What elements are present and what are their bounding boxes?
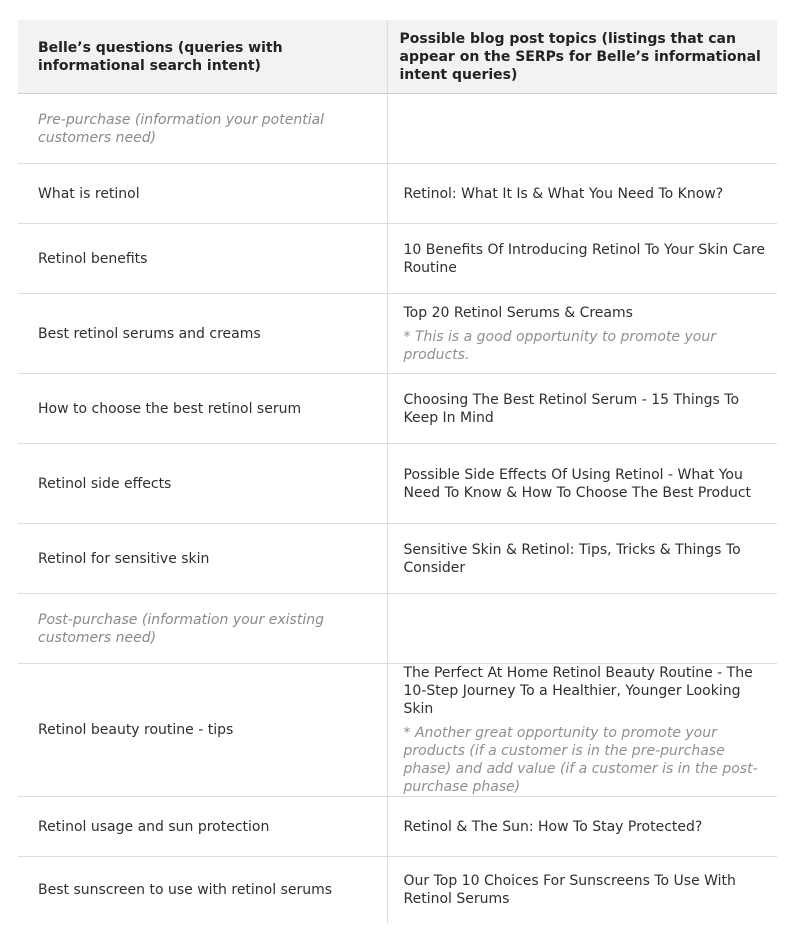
topic-cell [387, 857, 777, 924]
blog-topic-title: 10 Benefits Of Introducing Retinol To Your Skin Care Routine [403, 241, 765, 276]
table-row [18, 164, 777, 224]
table-row [18, 857, 777, 924]
blog-topic-title: Top 20 Retinol Serums & Creams [403, 304, 633, 321]
blog-topic-title: Possible Side Effects Of Using Retinol - What You Need To Know & How To Choose The Best Product [403, 466, 752, 501]
table-header [18, 20, 777, 94]
topic-cell [387, 664, 777, 797]
table-row [18, 594, 777, 664]
question-cell: Best sunscreen to use with retinol serums [38, 882, 333, 898]
blog-topic-title: Choosing The Best Retinol Serum - 15 Things To Keep In Mind [403, 391, 740, 426]
table-row [18, 94, 777, 164]
table-row [18, 294, 777, 374]
topic-cell [387, 444, 777, 524]
table-row [18, 444, 777, 524]
question-cell: Retinol benefits [18, 224, 387, 294]
header-blog-topics: Possible blog post topics (listings that can appear on the SERPs for Belle’s informational intent queries) [387, 20, 777, 94]
promotion-note: * This is a good opportunity to promote your products. [403, 328, 716, 363]
table-row [18, 224, 777, 294]
blog-topics-table [18, 20, 777, 923]
promotion-note: * Another great opportunity to promote your products (if a customer is in the pre-purchase phase) and add value (if a customer is in the post-purchase phase) [403, 725, 758, 795]
question-cell: Retinol side effects [18, 444, 387, 524]
table-row [18, 374, 777, 444]
topic-cell [387, 797, 777, 857]
topic-cell [387, 594, 777, 664]
phase-label-pre-purchase: Pre-purchase (information your potential customers need) [18, 94, 387, 164]
blog-topic-title: Sensitive Skin & Retinol: Tips, Tricks & Things To Consider [403, 541, 741, 576]
table-row [18, 797, 777, 857]
table-row [18, 524, 777, 594]
topic-cell [387, 374, 777, 444]
question-cell: What is retinol [18, 164, 387, 224]
blog-topic-title: Our Top 10 Choices For Sunscreens To Use With Retinol Serums [403, 873, 736, 907]
question-cell: How to choose the best retinol serum [18, 374, 387, 444]
question-cell: Best retinol serums and creams [18, 294, 387, 374]
header-row [18, 20, 777, 94]
question-cell: Retinol beauty routine - tips [18, 664, 387, 797]
table-row [18, 664, 777, 797]
topic-cell [387, 224, 777, 294]
table-body [18, 94, 777, 924]
header-questions: Belle’s questions (queries with informational search intent) [18, 20, 387, 94]
blog-topic-title: Retinol: What It Is & What You Need To Know? [403, 185, 724, 202]
blog-topics-table-container [18, 20, 777, 923]
topic-cell [387, 524, 777, 594]
topic-cell [387, 94, 777, 164]
question-cell: Retinol usage and sun protection [18, 797, 387, 857]
phase-label-post-purchase: Post-purchase (information your existing customers need) [18, 594, 387, 664]
blog-topic-title: Retinol & The Sun: How To Stay Protected? [403, 818, 703, 835]
blog-topic-title: The Perfect At Home Retinol Beauty Routine - The 10-Step Journey To a Healthier, Younger Looking Skin [403, 665, 753, 717]
topic-cell [387, 164, 777, 224]
question-cell: Retinol for sensitive skin [18, 524, 387, 594]
topic-cell [387, 294, 777, 374]
